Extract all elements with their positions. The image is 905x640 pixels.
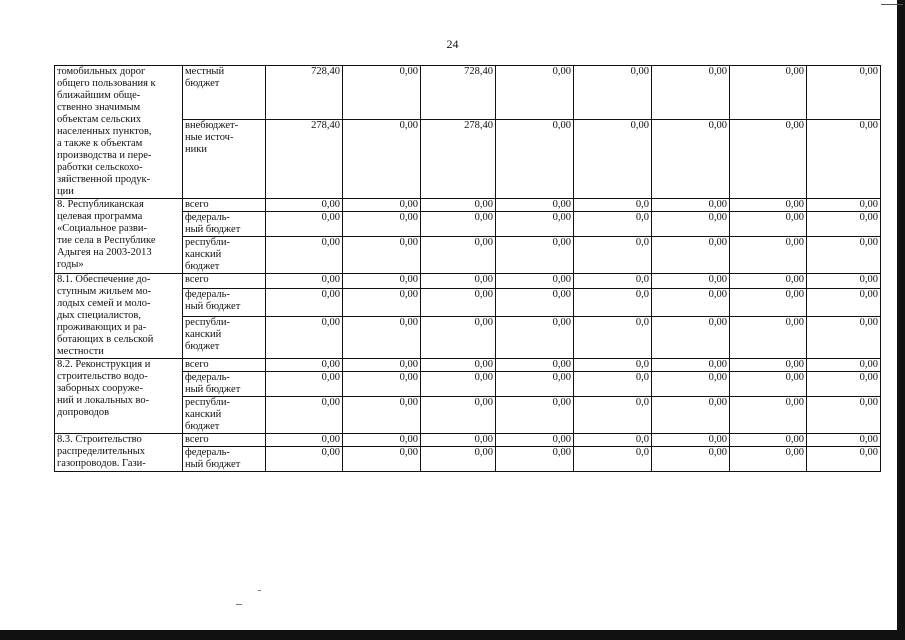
value-cell: 0,00 — [652, 119, 730, 198]
value-cell: 0,00 — [421, 288, 496, 316]
value-cell: 0,00 — [652, 372, 730, 397]
value-cell: 0,00 — [343, 288, 421, 316]
funding-source-line: ники — [185, 143, 207, 155]
funding-source-line: бюджет — [185, 261, 220, 272]
funding-source-line: бюджет — [185, 421, 220, 432]
description-line: дых специалистов, — [57, 310, 142, 321]
program-description-cell — [55, 199, 183, 274]
funding-source-cell — [183, 288, 266, 316]
value-cell: 0,0 — [574, 288, 652, 316]
value-cell: 278,40 — [266, 119, 343, 198]
description-line: объектам сельских — [57, 114, 142, 125]
value-cell: 0,00 — [496, 274, 574, 289]
description-line: 8.2. Реконструкция и — [57, 359, 151, 370]
funding-source-cell — [183, 317, 266, 359]
value-cell: 0,00 — [652, 397, 730, 434]
funding-source-line: федераль- — [185, 447, 230, 458]
value-cell: 0,00 — [574, 119, 652, 198]
value-cell: 0,00 — [807, 372, 881, 397]
value-cell: 0,00 — [652, 359, 730, 372]
value-cell: 0,00 — [496, 397, 574, 434]
funding-source-cell — [183, 274, 266, 289]
funding-source-cell — [183, 447, 266, 472]
description-line: томобильных дорог — [57, 66, 146, 77]
value-cell: 0,00 — [807, 359, 881, 372]
value-cell: 0,00 — [266, 359, 343, 372]
description-line: лодых семей и моло- — [57, 298, 151, 309]
value-cell: 0,00 — [652, 274, 730, 289]
funding-source-cell — [183, 212, 266, 237]
value-cell: 0,00 — [496, 447, 574, 472]
value-cell: 0,00 — [730, 274, 807, 289]
description-line: 8. Республиканская — [57, 199, 144, 210]
program-description-cell — [55, 359, 183, 434]
scan-top-mark — [881, 4, 903, 5]
value-cell: 0,00 — [496, 199, 574, 212]
description-line: а также к объектам — [57, 138, 143, 149]
value-cell: 0,00 — [807, 317, 881, 359]
value-cell: 0,00 — [343, 237, 421, 274]
value-cell: 0,00 — [807, 447, 881, 472]
value-cell: 0,00 — [421, 212, 496, 237]
funding-source-cell — [183, 199, 266, 212]
value-cell: 0,00 — [421, 199, 496, 212]
funding-source-cell — [183, 237, 266, 274]
value-cell: 0,00 — [496, 372, 574, 397]
description-line: ботающих в сельской — [57, 334, 154, 345]
value-cell: 0,00 — [730, 397, 807, 434]
value-cell: 0,00 — [652, 66, 730, 120]
value-cell: 0,0 — [574, 237, 652, 274]
value-cell: 0,0 — [574, 212, 652, 237]
table-row — [55, 359, 881, 372]
value-cell: 0,00 — [496, 212, 574, 237]
funding-source-cell — [183, 359, 266, 372]
funding-source-cell — [183, 434, 266, 447]
value-cell: 0,00 — [421, 447, 496, 472]
value-cell: 0,00 — [730, 359, 807, 372]
value-cell: 0,00 — [343, 359, 421, 372]
value-cell: 0,00 — [421, 397, 496, 434]
value-cell: 0,00 — [266, 434, 343, 447]
description-line: газопроводов. Гази- — [57, 458, 146, 469]
value-cell: 0,00 — [652, 434, 730, 447]
value-cell: 0,0 — [574, 317, 652, 359]
description-line: зяйственной продук- — [57, 174, 151, 185]
value-cell: 0,00 — [343, 434, 421, 447]
description-line: целевая программа — [57, 211, 143, 222]
description-line: ступным жильем мо- — [57, 286, 152, 297]
value-cell: 0,00 — [266, 372, 343, 397]
value-cell: 0,00 — [496, 66, 574, 120]
value-cell: 0,00 — [421, 359, 496, 372]
description-line: 8.3. Строительство — [57, 434, 142, 445]
description-line: годы» — [57, 259, 84, 270]
scan-right-edge — [897, 0, 905, 640]
value-cell: 0,00 — [421, 274, 496, 289]
description-line: допроводов — [57, 407, 110, 418]
funding-source-line: федераль- — [185, 212, 230, 223]
description-line: ции — [57, 186, 74, 197]
table-row — [55, 274, 881, 289]
description-line: проживающих и ра- — [57, 322, 147, 333]
value-cell: 0,00 — [421, 434, 496, 447]
value-cell: 0,00 — [266, 447, 343, 472]
funding-source-line: внебюджет- — [185, 119, 239, 131]
value-cell: 0,0 — [574, 372, 652, 397]
value-cell: 0,00 — [343, 397, 421, 434]
value-cell: 0,00 — [730, 288, 807, 316]
value-cell: 0,00 — [730, 119, 807, 198]
value-cell: 0,0 — [574, 274, 652, 289]
value-cell: 0,00 — [652, 447, 730, 472]
funding-source-cell — [183, 119, 266, 198]
value-cell: 0,00 — [343, 317, 421, 359]
funding-source-line: канский — [185, 249, 222, 260]
funding-source-cell — [183, 66, 266, 120]
description-line: производства и пере- — [57, 150, 152, 161]
table-row — [55, 66, 881, 120]
value-cell: 0,00 — [343, 372, 421, 397]
value-cell: 0,00 — [343, 447, 421, 472]
value-cell: 0,00 — [652, 317, 730, 359]
value-cell: 0,00 — [807, 119, 881, 198]
value-cell: 0,00 — [496, 119, 574, 198]
description-line: ближайшим обще- — [57, 90, 141, 101]
funding-source-line: всего — [185, 199, 209, 210]
value-cell: 728,40 — [421, 66, 496, 120]
value-cell: 0,00 — [496, 359, 574, 372]
value-cell: 0,00 — [343, 199, 421, 212]
funding-source-line: федераль- — [185, 372, 230, 383]
value-cell: 0,00 — [652, 237, 730, 274]
value-cell: 0,00 — [730, 199, 807, 212]
value-cell: 0,0 — [574, 397, 652, 434]
value-cell: 0,00 — [496, 317, 574, 359]
value-cell: 728,40 — [266, 66, 343, 120]
value-cell: 0,00 — [807, 212, 881, 237]
value-cell: 0,00 — [266, 397, 343, 434]
scan-smudge — [236, 604, 242, 605]
funding-source-cell — [183, 372, 266, 397]
description-line: населенных пунктов, — [57, 126, 152, 137]
value-cell: 0,00 — [807, 66, 881, 120]
value-cell: 0,00 — [730, 237, 807, 274]
budget-table — [54, 65, 881, 472]
value-cell: 0,00 — [807, 434, 881, 447]
program-description-cell — [55, 274, 183, 359]
value-cell: 0,00 — [266, 317, 343, 359]
funding-source-line: канский — [185, 329, 222, 341]
value-cell: 0,00 — [421, 237, 496, 274]
description-line: общего пользования к — [57, 78, 156, 89]
description-line: тие села в Республике — [57, 235, 156, 246]
funding-source-line: республи- — [185, 317, 230, 329]
description-line: работки сельскохо- — [57, 162, 143, 173]
description-line: ний и локальных во- — [57, 395, 150, 406]
value-cell: 0,00 — [730, 317, 807, 359]
funding-source-line: всего — [185, 434, 209, 445]
description-line: местности — [57, 346, 104, 357]
funding-source-line: бюджет — [185, 341, 220, 353]
description-line: Адыгея на 2003-2013 — [57, 247, 152, 258]
description-line: заборных сооруже- — [57, 383, 143, 394]
value-cell: 0,00 — [266, 288, 343, 316]
value-cell: 0,00 — [652, 199, 730, 212]
funding-source-line: ные источ- — [185, 131, 234, 143]
value-cell: 0,00 — [652, 212, 730, 237]
value-cell: 0,00 — [574, 66, 652, 120]
table-row — [55, 199, 881, 212]
value-cell: 0,00 — [807, 237, 881, 274]
description-line: «Социальное разви- — [57, 223, 147, 234]
description-line: ственно значимым — [57, 102, 141, 113]
value-cell: 0,00 — [266, 212, 343, 237]
funding-source-line: всего — [185, 359, 209, 370]
value-cell: 0,0 — [574, 199, 652, 212]
value-cell: 0,00 — [807, 199, 881, 212]
value-cell: 0,00 — [730, 447, 807, 472]
value-cell: 0,00 — [730, 372, 807, 397]
funding-source-line: республи- — [185, 237, 230, 248]
scan-bottom-edge — [0, 630, 905, 640]
funding-source-line: ный бюджет — [185, 224, 241, 235]
page-number: 24 — [446, 37, 459, 51]
value-cell: 0,00 — [266, 274, 343, 289]
value-cell: 0,00 — [730, 66, 807, 120]
funding-source-line: местный — [185, 66, 225, 77]
value-cell: 0,00 — [343, 119, 421, 198]
value-cell: 0,00 — [266, 237, 343, 274]
value-cell: 0,0 — [574, 434, 652, 447]
description-line: распределительных — [57, 446, 146, 457]
value-cell: 0,00 — [807, 397, 881, 434]
value-cell: 278,40 — [421, 119, 496, 198]
funding-source-line: республи- — [185, 397, 230, 408]
funding-source-line: ный бюджет — [185, 384, 241, 395]
value-cell: 0,00 — [266, 199, 343, 212]
scan-smudge — [258, 590, 261, 591]
funding-source-line: федераль- — [185, 288, 230, 300]
value-cell: 0,00 — [496, 237, 574, 274]
value-cell: 0,00 — [730, 434, 807, 447]
value-cell: 0,00 — [807, 274, 881, 289]
funding-source-line: всего — [185, 274, 209, 285]
description-line: 8.1. Обеспечение до- — [57, 274, 151, 285]
funding-source-line: ный бюджет — [185, 459, 241, 470]
funding-source-cell — [183, 397, 266, 434]
value-cell: 0,00 — [496, 288, 574, 316]
budget-table-body — [55, 66, 881, 472]
value-cell: 0,00 — [730, 212, 807, 237]
value-cell: 0,0 — [574, 359, 652, 372]
program-description-cell — [55, 66, 183, 199]
value-cell: 0,00 — [343, 212, 421, 237]
value-cell: 0,00 — [421, 372, 496, 397]
value-cell: 0,00 — [496, 434, 574, 447]
value-cell: 0,00 — [343, 274, 421, 289]
value-cell: 0,00 — [807, 288, 881, 316]
description-line: строительство водо- — [57, 371, 148, 382]
value-cell: 0,0 — [574, 447, 652, 472]
funding-source-line: бюджет — [185, 78, 220, 89]
value-cell: 0,00 — [652, 288, 730, 316]
funding-source-line: канский — [185, 409, 222, 420]
value-cell: 0,00 — [421, 317, 496, 359]
funding-source-line: ный бюджет — [185, 300, 241, 312]
program-description-cell — [55, 434, 183, 472]
value-cell: 0,00 — [343, 66, 421, 120]
table-row — [55, 434, 881, 447]
